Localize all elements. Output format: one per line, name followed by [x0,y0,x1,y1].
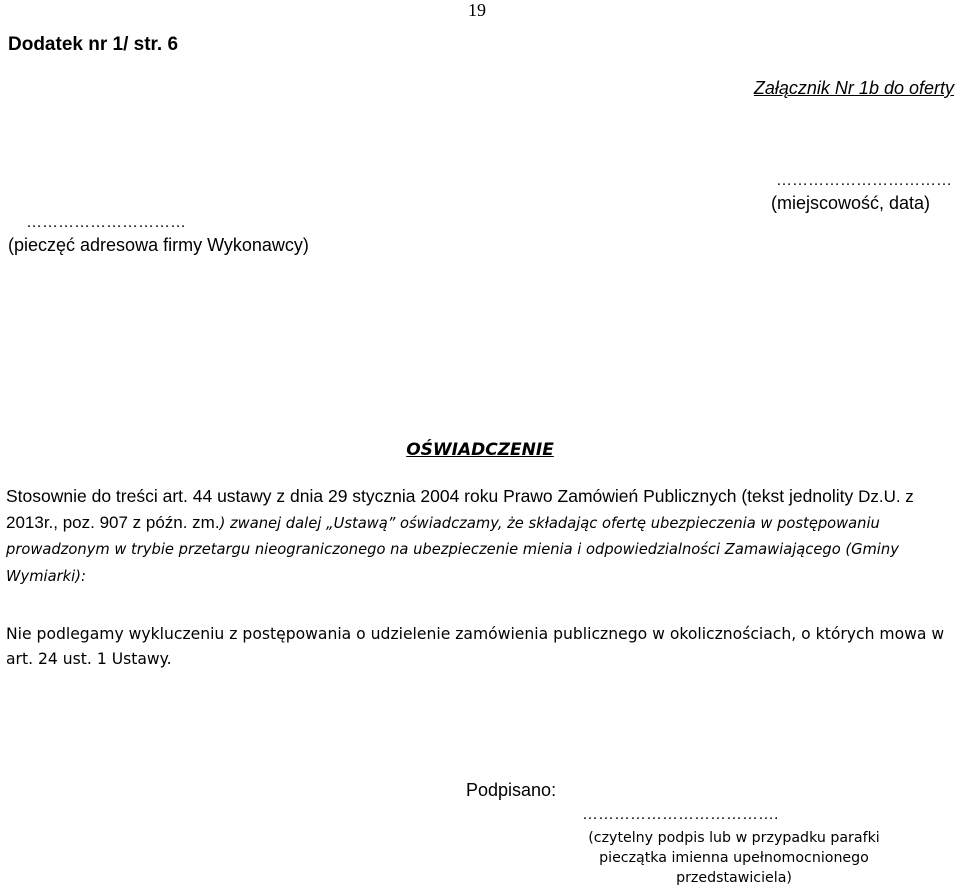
place-date-label: (miejscowość, data) [770,193,930,213]
annex-label: Załącznik Nr 1b do oferty [753,78,954,98]
place-date-dots: …………………………… [776,172,952,189]
document-title: OŚWIADCZENIE [406,440,554,460]
statement-intro: Stosownie do treści art. 44 ustawy z dnia 29 stycznia 2004 roku Prawo Zamówień Publicznych (tekst jednolity [6,486,859,506]
company-stamp-label: (pieczęć adresowa firmy Wykonawcy) [8,235,309,255]
addendum-label: Dodatek nr 1/ str. 6 [8,34,179,55]
signature-caption: (czytelny podpis lub w przypadku parafki pieczątka imienna upełnomocnionego przedstawiciela) [588,830,880,886]
statement-citation: Dz.U. z 2013r., poz. 907 z późn. zm. [6,487,914,532]
statement-paragraph [6,484,956,589]
declaration-paragraph: Nie podlegamy wykluczeniu z postępowania o udzielenie zamówienia publicznego w okolicznościach, o których mowa w art. 24 ust. 1 Ustawy. [6,625,945,668]
statement-rest: ) zwanej dalej „Ustawą” oświadczamy, że składając ofertę ubezpieczenia w postępowaniu prowadzonym w trybie przetargu nieograniczonego na ubezpieczenie mienia i odpowiedzialności Zamawiającego (Gminy Wymiarki): [6,514,899,585]
page-number: 19 [468,0,486,20]
company-stamp-dots: ………………………… [26,214,186,231]
signed-label: Podpisano: [466,780,557,800]
signature-dots: ………………………………. [582,806,779,823]
